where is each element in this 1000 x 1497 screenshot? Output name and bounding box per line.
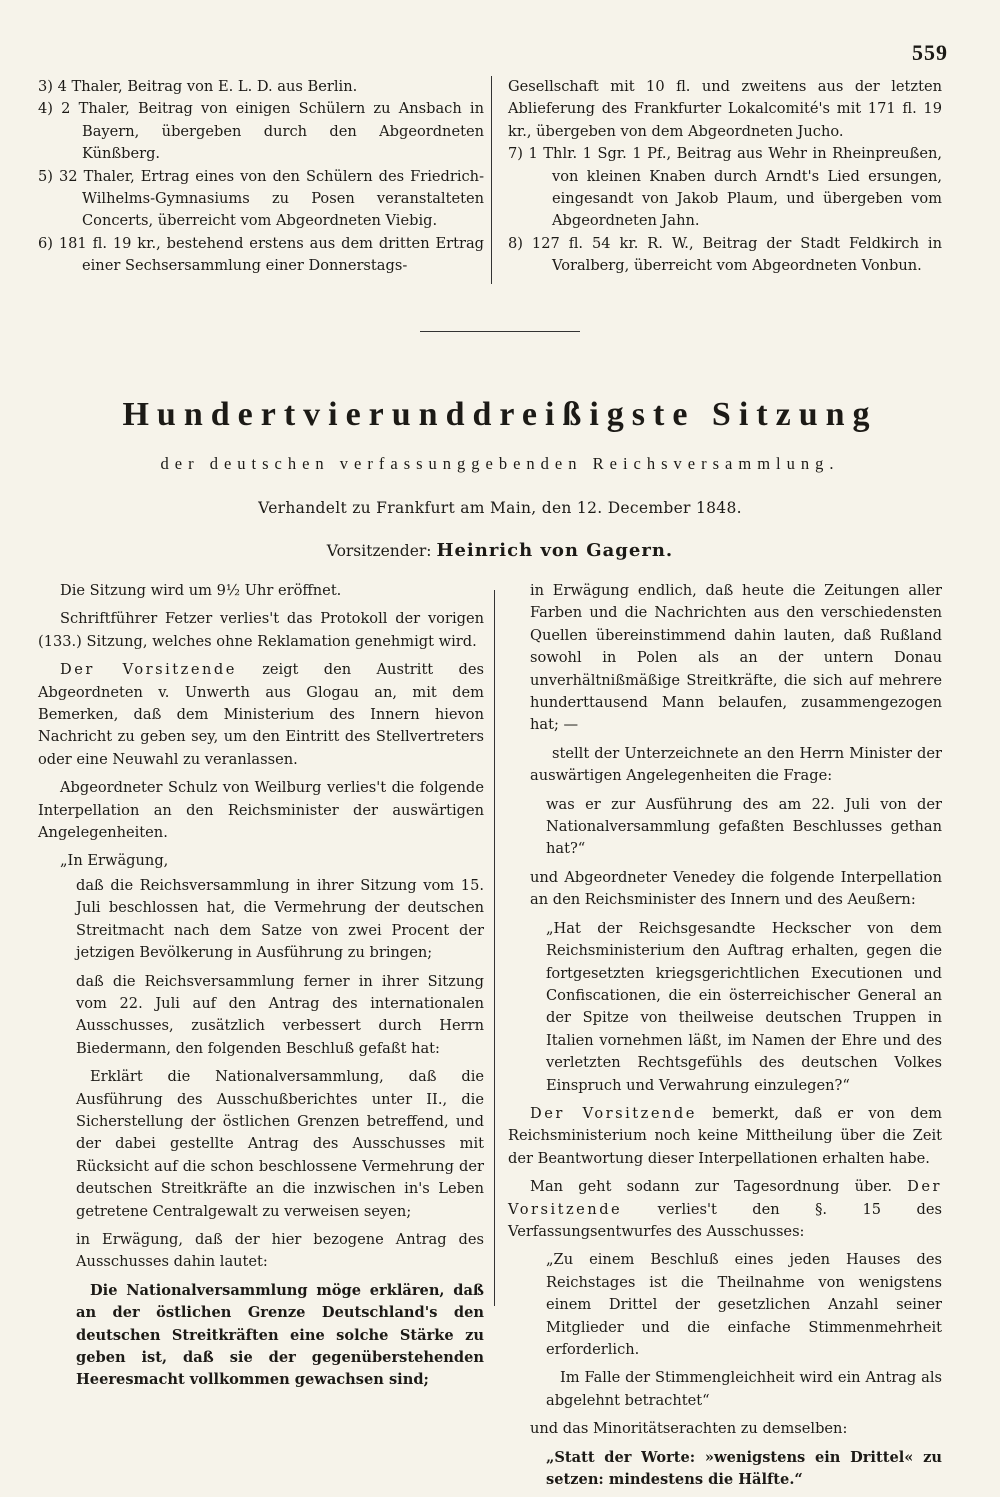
speaker-label: Der Vorsitzende: [60, 661, 237, 679]
session-title: Hundertvierunddreißigste Sitzung: [122, 396, 878, 433]
donation-entry: 6) 181 fl. 19 kr., bestehend erstens aus dem dritten Ertrag einer Sechsersammlung einer Donnerstags-: [38, 234, 484, 275]
donation-entry: 5) 32 Thaler, Ertrag eines von den Schülern des Friedrich-Wilhelms-Gymnasiums zu Posen veranstalteten Concerts, überreicht vom Abgeordneten Viebig.: [38, 167, 484, 230]
paragraph: Die Nationalversammlung möge erklären, daß an der östlichen Grenze Deutschland's den deutschen Streitkräften eine solche Stärke zu geben ist, daß sie der gegenüberstehenden Heeresmacht vollkommen gewachsen sind;: [76, 1281, 484, 1389]
paragraph: „Hat der Reichsgesandte Heckscher von dem Reichsministerium den Auftrag erhalten, gegen die fortgesetzten kriegsgerichtlichen Executionen und Confiscationen, die ein österreichischer General an der Spitze von theilweise deutschen Truppen in Italien vornehmen läßt, im Namen der Ehre und des verletzten Rechtsgefühls des deutschen Volkes Einspruch und Verwahrung einzulegen?“: [546, 919, 942, 1094]
assembly-title: der deutschen verfassunggebenden Reichsversammlung.: [160, 454, 840, 473]
paragraph: Erklärt die Nationalversammlung, daß die Ausführung des Ausschußberichtes unter II., die Sicherstellung der östlichen Grenzen betreffend, und der dabei gestellte Antrag des Ausschusses mit Rücksicht auf die schon beschlossene Vermehrung der deutschen Streitkräfte an die inzwischen in's Leben getretene Centralgewalt zu verweisen seyen;: [76, 1068, 484, 1220]
top-left-donation-list: [38, 76, 484, 278]
paragraph: daß die Reichsversammlung in ihrer Sitzung vom 15. Juli beschlossen hat, die Vermehrung der deutschen Streitmacht nach dem Satze von zwei Procent der jetzigen Bevölkerung in Ausführung zu bringen;: [76, 876, 484, 962]
donation-entry: 8) 127 fl. 54 kr. R. W., Beitrag der Stadt Feldkirch in Voralberg, überreicht vom Abgeordneten Vonbun.: [508, 234, 942, 275]
donation-entry-continued: Gesellschaft mit 10 fl. und zweitens aus der letzten Ablieferung des Frankfurter Lokalcomité's mit 171 fl. 19 kr., übergeben von dem Abgeordneten Jucho.: [508, 78, 942, 140]
paragraph: Abgeordneter Schulz von Weilburg verlies't die folgende Interpellation an den Reichsminister der auswärtigen Angelegenheiten.: [38, 779, 484, 842]
left-text-column: [38, 580, 484, 1398]
venue-date-line: Verhandelt zu Frankfurt am Main, den 12. December 1848.: [258, 499, 742, 517]
paragraph: „In Erwägung,: [60, 852, 169, 870]
paragraph: und Abgeordneter Venedey die folgende Interpellation an den Reichsminister des Innern und des Aeußern:: [530, 868, 942, 909]
donation-entry: 3) 4 Thaler, Beitrag von E. L. D. aus Berlin.: [38, 78, 358, 95]
donation-entry: 7) 1 Thlr. 1 Sgr. 1 Pf., Beitrag aus Wehr in Rheinpreußen, von kleinen Knaben durch Arndt's Lied ersungen, eingesandt von Jakob Plaum, und übergeben vom Abgeordneten Jahn.: [508, 145, 942, 230]
paragraph: was er zur Ausführung des am 22. Juli von der Nationalversammlung gefaßten Beschlusses gethan hat?“: [546, 795, 942, 858]
paragraph: Schriftführer Fetzer verlies't das Protokoll der vorigen (133.) Sitzung, welches ohne Reklamation genehmigt wird.: [38, 610, 484, 650]
page-number: 559: [912, 40, 948, 65]
paragraph: stellt der Unterzeichnete an den Herrn Minister der auswärtigen Angelegenheiten die Frage:: [530, 744, 942, 785]
paragraph: [38, 659, 484, 771]
paragraph: Die Sitzung wird um 9½ Uhr eröffnet.: [60, 582, 342, 599]
paragraph-text: bemerkt, daß er von dem Reichsministerium noch keine Mittheilung über die Zeit der Beantwortung dieser Interpellationen erhalten habe.: [508, 1104, 943, 1167]
paragraph: [508, 1103, 942, 1170]
speaker-label: Der Vorsitzende: [530, 1104, 697, 1122]
paragraph: daß die Reichsversammlung ferner in ihrer Sitzung vom 22. Juli auf den Antrag des internationalen Ausschusses, zusätzlich verbessert durch Herrn Biedermann, den folgenden Beschluß gefaßt hat:: [76, 972, 484, 1057]
paragraph: und das Minoritätserachten zu demselben:: [530, 1420, 848, 1438]
paragraph: in Erwägung, daß der hier bezogene Antrag des Ausschusses dahin lautet:: [76, 1230, 484, 1271]
paragraph-text: verlies't den §. 15 des Verfassungsentwurfes des Ausschusses:: [508, 1200, 942, 1240]
donation-entry: 4) 2 Thaler, Beitrag von einigen Schülern zu Ansbach in Bayern, übergeben durch den Abgeordneten Künßberg.: [38, 100, 484, 163]
chair-label: Vorsitzender:: [326, 542, 432, 560]
section-divider: [420, 331, 580, 332]
paragraph: [508, 1176, 942, 1243]
paragraph-text: Man geht sodann zur Tagesordnung über.: [530, 1178, 893, 1196]
column-divider-body: [494, 590, 495, 1306]
top-right-donation-list: [508, 76, 942, 278]
chair-name: Heinrich von Gagern.: [436, 540, 674, 561]
paragraph: „Zu einem Beschluß eines jeden Hauses des Reichstages ist die Theilnahme von wenigstens einem Drittel der gesetzlichen Anzahl seiner Mitglieder und die einfache Stimmenmehrheit erforderlich.: [546, 1251, 942, 1358]
speaker-label: Der Vorsitzende: [508, 1178, 942, 1218]
right-text-column: [508, 580, 942, 1497]
paragraph-text: zeigt den Austritt des Abgeordneten v. Unwerth aus Glogau an, mit dem Bemerken, daß dem Ministerium des Innern hievon Nachricht zu geben sey, um den Eintritt des Stellvertreters oder eine Neuwahl zu veranlassen.: [38, 661, 484, 768]
paragraph: in Erwägung endlich, daß heute die Zeitungen aller Farben und die Nachrichten aus den verschiedensten Quellen übereinstimmend dahin lauten, daß Rußland sowohl in Polen als an der untern Donau unverhältnißmäßige Streitkräfte, die sich auf mehrere hunderttausend Mann belaufen, zusammengezogen hat; —: [530, 582, 942, 734]
column-divider-top: [491, 76, 492, 284]
chair-line: [0, 540, 1000, 561]
paragraph: Im Falle der Stimmengleichheit wird ein Antrag als abgelehnt betrachtet“: [546, 1369, 942, 1409]
paragraph: „Statt der Worte: »wenigstens ein Drittel« zu setzen: mindestens die Hälfte.“: [546, 1448, 942, 1489]
